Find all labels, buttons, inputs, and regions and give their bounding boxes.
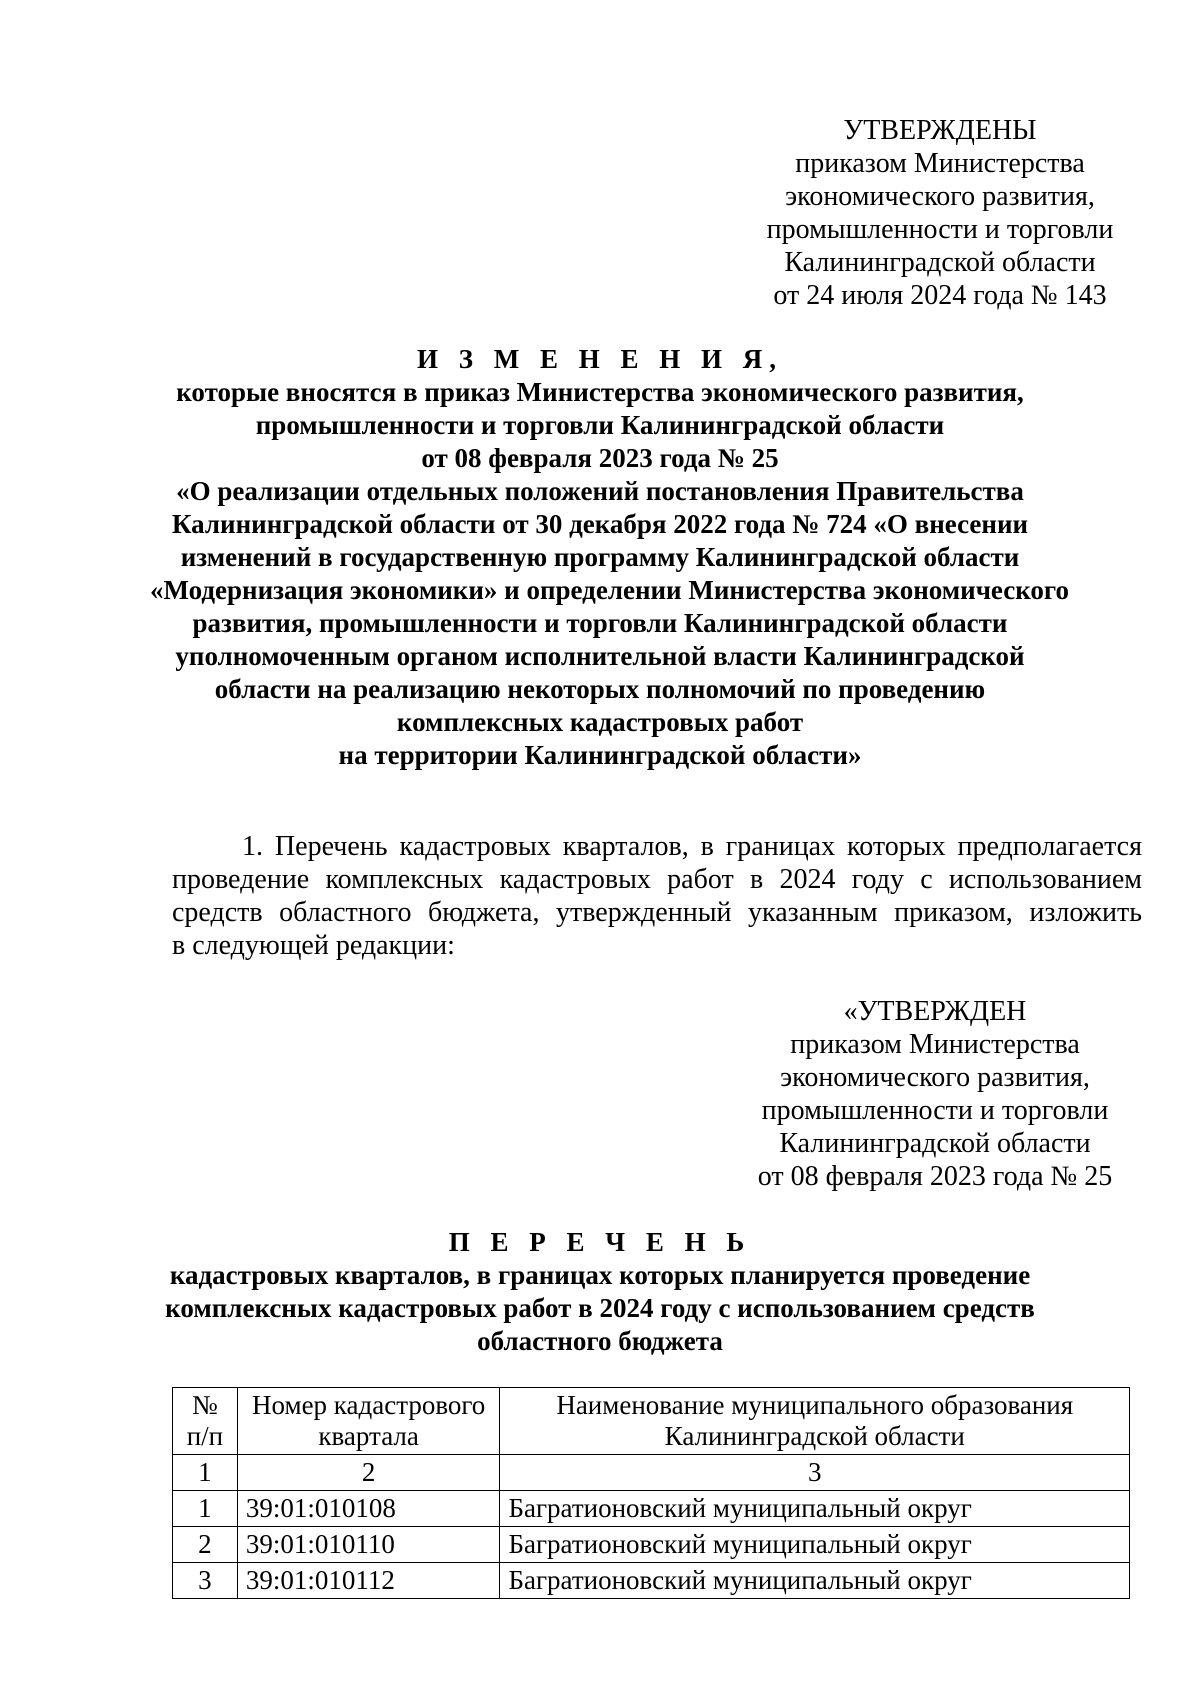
approval-line: Калининградской области [784, 247, 1096, 278]
header-cadastral-number: Номер кадастрового квартала [237, 1388, 500, 1455]
paragraph-line: проведение комплексных кадастровых работ в 2024 году с использованием [172, 864, 1142, 895]
changes-title-line: уполномоченным органом исполнительной власти Калининградской [175, 641, 1025, 671]
changes-title-line: «О реализации отдельных положений постановления Правительства [176, 476, 1024, 506]
list-heading: П Е Р Е Ч Е Н Ь [448, 1227, 752, 1257]
changes-title-line: Калининградской области от 30 декабря 2022 года № 724 «О внесении [171, 509, 1029, 539]
approval-stamp-inner [730, 995, 1140, 1193]
changes-title-line: от 08 февраля 2023 года № 25 [421, 443, 779, 473]
changes-title-line: области на реализацию некоторых полномочий по проведению [214, 674, 986, 704]
changes-title-line: промышленности и торговли Калининградской области [255, 410, 945, 440]
approval-line: Калининградской области [779, 1128, 1091, 1159]
approval-line: экономического развития, [785, 181, 1095, 212]
row-number: 2 [173, 1527, 238, 1563]
column-number: 2 [237, 1455, 500, 1491]
column-number: 3 [500, 1455, 1130, 1491]
approval-stamp-top [740, 114, 1140, 312]
list-title-line: областного бюджета [477, 1326, 723, 1356]
table-row [173, 1527, 1130, 1563]
changes-title-line: комплексных кадастровых работ [396, 707, 804, 737]
table-row [173, 1491, 1130, 1527]
changes-title-line: развития, промышленности и торговли Калининградской области [192, 608, 1008, 638]
approval-line: промышленности и торговли [766, 214, 1114, 245]
changes-title-line: «Модернизация экономики» и определении Министерства экономического [150, 575, 1070, 605]
header-number: № п/п [173, 1388, 238, 1455]
paragraph-line: средств областного бюджета, утвержденный указанным приказом, изложить [172, 897, 1142, 928]
table-column-numbers-row [173, 1455, 1130, 1491]
table-row [173, 1563, 1130, 1599]
cadastral-number: 39:01:010112 [237, 1563, 500, 1599]
approval-line: УТВЕРЖДЕНЫ [843, 115, 1037, 146]
paragraph-line: в следующей редакции: [172, 930, 455, 961]
approval-line: промышленности и торговли [761, 1095, 1109, 1126]
municipality-name: Багратионовский муниципальный округ [500, 1491, 1130, 1527]
list-title [150, 1226, 1050, 1358]
municipality-name: Багратионовский муниципальный округ [500, 1563, 1130, 1599]
column-number: 1 [173, 1455, 238, 1491]
changes-title-line: на территории Калининградской области» [338, 740, 862, 770]
approval-line: «УТВЕРЖДЕН [843, 996, 1027, 1027]
paragraph-line: 1. Перечень кадастровых кварталов, в границах которых предполагается [242, 831, 1142, 862]
approval-line: приказом Министерства [795, 148, 1085, 179]
header-municipality: Наименование муниципального образования Калининградской области [500, 1388, 1130, 1455]
municipality-name: Багратионовский муниципальный округ [500, 1527, 1130, 1563]
cadastral-number: 39:01:010108 [237, 1491, 500, 1527]
list-title-line: кадастровых кварталов, в границах которых планируется проведение [169, 1260, 1031, 1290]
row-number: 3 [173, 1563, 238, 1599]
approval-line: от 24 июля 2024 года № 143 [773, 280, 1107, 311]
changes-title-line: которые вносятся в приказ Министерства экономического развития, [176, 377, 1024, 407]
cadastral-quarters-table [172, 1387, 1130, 1599]
approval-line: экономического развития, [780, 1062, 1090, 1093]
table-header-row [173, 1388, 1130, 1455]
changes-title-line: изменений в государственную программу Калининградской области [180, 542, 1020, 572]
paragraph-1 [172, 830, 1142, 962]
cadastral-number: 39:01:010110 [237, 1527, 500, 1563]
approval-line: приказом Министерства [790, 1029, 1080, 1060]
changes-title [150, 343, 1070, 772]
approval-line: от 08 февраля 2023 года № 25 [757, 1161, 1113, 1192]
row-number: 1 [173, 1491, 238, 1527]
list-title-line: комплексных кадастровых работ в 2024 году с использованием средств [165, 1293, 1035, 1323]
changes-heading: И З М Е Н Е Н И Я, [416, 344, 783, 374]
